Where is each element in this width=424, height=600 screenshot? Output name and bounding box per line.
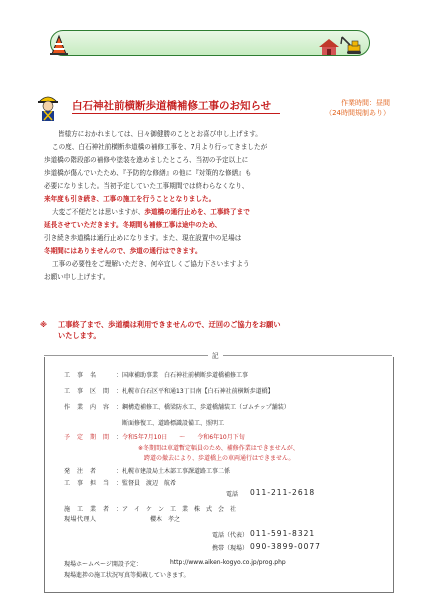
excavator-icon — [338, 34, 364, 56]
ki-heading: 記 — [208, 350, 223, 360]
body-segment-emphasis: 歩道橋の通行止めを、工事終了まで — [144, 208, 250, 216]
seko-value: ア イ ケ ン 工 業 株 式 会 社 — [122, 506, 237, 513]
body-segment: 大変ご不便だとは思いますが、 — [52, 208, 145, 216]
dairi-label: 現場代理人 — [64, 516, 97, 523]
body-line-emphasis: 来年度も引き続き、工事の施工を行うこととなりました。 — [44, 195, 216, 203]
naiyo-value-2: 断面修復工、道路標識設備工、照明工 — [122, 420, 225, 427]
hp-label: 現場ホームページ開設予定： — [64, 561, 142, 568]
house-icon — [318, 38, 340, 56]
body-line: 歩道橋が傷んでいたため、『予防的な修繕』の他に『対策的な修繕』も — [44, 169, 252, 177]
kukan-value: 札幌市白石区平和通13丁目南【白石神社前横断歩道橋】 — [122, 388, 274, 395]
tel-value: 011-591-8321 — [250, 529, 316, 538]
hacchu-value: 札幌市建設局土木部工事課道路工事二係 — [122, 468, 231, 475]
note-mark: ※ — [40, 320, 47, 329]
naiyo-label: 作 業 内 容 — [64, 404, 110, 411]
mobile-label: 携帯（現場） — [212, 545, 249, 552]
traffic-cone-icon — [48, 34, 70, 56]
separator: ： — [116, 468, 123, 475]
seko-label: 施 工 業 者 — [64, 506, 110, 513]
body-line: 歩道橋の階段部の補修や塗装を進めましたところ、当初の予定以上に — [44, 156, 249, 164]
tel-label: 電話（代表） — [212, 532, 249, 539]
separator: ： — [116, 506, 123, 513]
construction-worker-icon — [34, 92, 62, 122]
tanto-value: 監督員 渡辺 航希 — [122, 480, 177, 487]
body-line: お願い申し上げます。 — [44, 273, 110, 281]
body-line: 皆様方におかれましては、日々御健勝のこととお喜び申し上げます。 — [58, 130, 262, 138]
hp-note: 現場進捗の施工状況写真等掲載していきます。 — [64, 572, 190, 579]
naiyo-value-1: 鋼構造補修工、橋梁防水工、歩道橋舗装工（ゴムチップ舗装） — [122, 404, 290, 411]
body-line: 工事の必要性をご理解いただき、何卒宜しくご協力下さいますよう — [52, 260, 250, 268]
dairi-value: 櫻木 孝之 — [150, 516, 181, 523]
hacchu-label: 発 注 者 — [64, 468, 97, 475]
work-time: 作業時間：昼間 — [341, 99, 390, 107]
tanto-tel-label: 電話 — [226, 491, 239, 498]
kikan-note-1: ※冬期間は車道暫定幅員のため、補修作業はできませんが、 — [138, 445, 299, 452]
title-underline — [72, 113, 280, 114]
kikan-value: 令和5年7月10日 ～ 令和6年10月下旬 — [122, 434, 245, 441]
body-line: この度、白石神社前横断歩道橋の補修工事を、7月より行ってきましたが — [52, 143, 268, 151]
kikan-note-2: 跨道の撤去により、歩道橋上の車両通行はできません。 — [138, 455, 295, 462]
body-line: 引き続き歩道橋は通行止めになります。また、現在設置中の足場は — [44, 234, 242, 242]
mobile-value: 090-3899-0077 — [250, 542, 321, 551]
body-line: 必要になりました。当初予定していた工事期間では終わらなくなり、 — [44, 182, 249, 190]
kukan-label: 工 事 区 間 — [64, 388, 110, 395]
separator: ： — [116, 372, 123, 379]
page-title: 白石神社前横断歩道橋補修工事のお知らせ — [72, 100, 272, 112]
separator: ： — [116, 434, 123, 441]
separator: ： — [116, 480, 123, 487]
separator: ： — [116, 404, 123, 411]
tanto-label: 工 事 担 当 — [64, 480, 110, 487]
body-line-emphasis: 延長させていただきます。冬期間も補修工事は途中のため、 — [44, 221, 222, 229]
koji-mei-label: 工 事 名 — [64, 372, 97, 379]
kikan-label: 予 定 期 間 — [64, 434, 110, 441]
separator: ： — [116, 388, 123, 395]
detour-note-line1: 工事終了まで、歩道橋は利用できませんので、迂回のご協力をお願い — [58, 320, 281, 329]
body-line-emphasis: 冬期間にはありませんので、歩道の通行はできます。 — [44, 247, 202, 255]
koji-mei-value: 国庫補助事業 白石神社前横断歩道橋補修工事 — [122, 372, 249, 379]
hp-url-link[interactable]: http://www.aiken-kogyo.co.jp/prog.php — [170, 559, 286, 566]
work-time-note: （24時間規制あり） — [325, 109, 390, 117]
tanto-tel-value: 011-211-2618 — [250, 488, 316, 497]
body-line — [52, 206, 250, 216]
detour-note-line2: いたします。 — [58, 331, 101, 340]
